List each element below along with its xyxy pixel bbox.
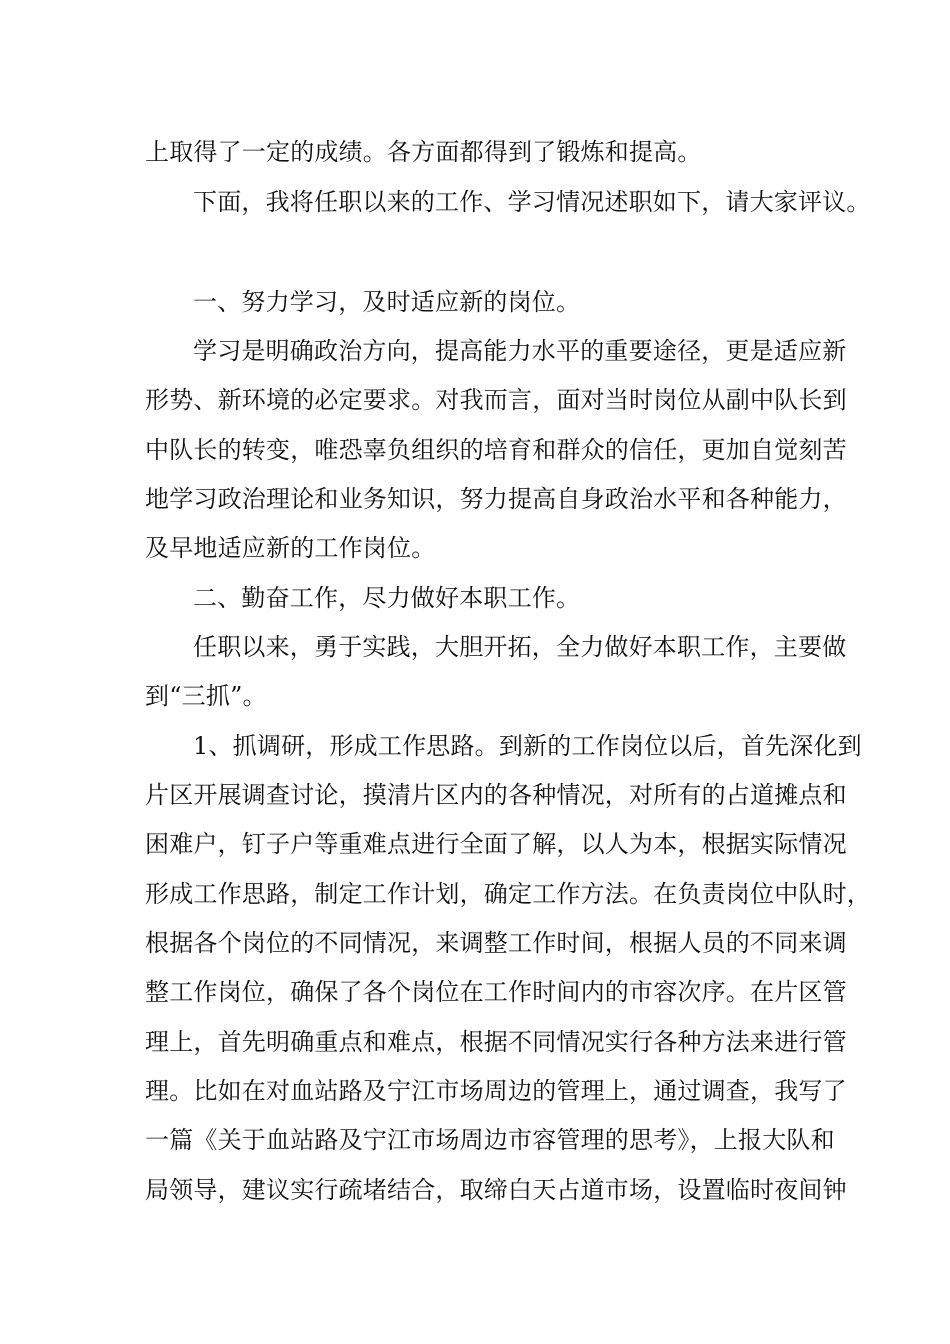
text-line: 根据各个岗位的不同情况，来调整工作时间，根据人员的不同来调 xyxy=(145,929,847,957)
text-line: 1、抓调研，形成工作思路。到新的工作岗位以后，首先深化到 xyxy=(193,732,862,760)
text-line: 及早地适应新的工作岗位。 xyxy=(145,534,436,562)
text-line: 上取得了一定的成绩。各方面都得到了锻炼和提高。 xyxy=(145,138,702,166)
text-line: 整工作岗位，确保了各个岗位在工作时间内的市容次序。在片区管 xyxy=(145,978,847,1006)
section-heading: 二、勤奋工作，尽力做好本职工作。 xyxy=(193,584,581,612)
text-line: 形成工作思路，制定工作计划，确定工作方法。在负责岗位中队时， xyxy=(145,880,871,908)
text-line: 局领导，建议实行疏堵结合，取缔白天占道市场，设置临时夜间钟 xyxy=(145,1176,847,1204)
text-line: 形势、新环境的必定要求。对我而言，面对当时岗位从副中队长到 xyxy=(145,386,847,414)
text-line: 到“三抓”。 xyxy=(145,682,267,710)
section-heading: 一、努力学习，及时适应新的岗位。 xyxy=(193,288,581,316)
text-line: 困难户，钉子户等重难点进行全面了解，以人为本，根据实际情况 xyxy=(145,830,847,858)
text-line: 片区开展调查讨论，摸清片区内的各种情况，对所有的占道摊点和 xyxy=(145,781,847,809)
text-line: 一篇《关于血站路及宁江市场周边市容管理的思考》，上报大队和 xyxy=(145,1126,835,1154)
text-line: 任职以来，勇于实践，大胆开拓，全力做好本职工作，主要做 xyxy=(193,633,847,661)
text-line: 中队长的转变，唯恐辜负组织的培育和群众的信任，更加自觉刻苦 xyxy=(145,436,847,464)
text-line: 学习是明确政治方向，提高能力水平的重要途径，更是适应新 xyxy=(193,337,847,365)
text-line: 理。比如在对血站路及宁江市场周边的管理上，通过调查，我写了 xyxy=(145,1077,847,1105)
text-line: 地学习政治理论和业务知识，努力提高自身政治水平和各种能力， xyxy=(145,485,847,513)
text-line: 理上，首先明确重点和难点，根据不同情况实行各种方法来进行管 xyxy=(145,1028,847,1056)
text-line: 下面，我将任职以来的工作、学习情况述职如下，请大家评议。 xyxy=(193,188,871,216)
